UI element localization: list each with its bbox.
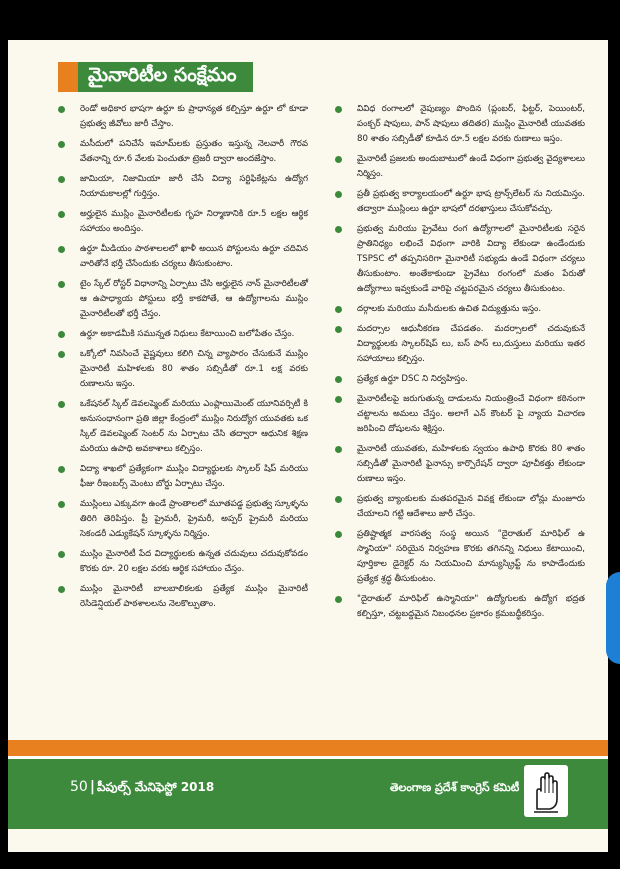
list-item <box>333 302 585 317</box>
footer-separator: | <box>89 779 95 795</box>
bullet-icon <box>58 141 65 148</box>
list-item <box>333 442 585 487</box>
list-item <box>56 462 308 492</box>
bullet-icon <box>58 551 65 558</box>
bullet-icon <box>335 446 342 453</box>
list-item-text: ప్రభుత్వ మరియు ప్రైవేటు రంగ ఉద్యోగాలలో మైనారిటీలకు సరైన ప్రాతినిధ్యం లభించే విధంగా వారికి విద్యా లేకుండా ఉండేందుకు TSPSC లో తప్పనిసరిగా మైనారిటీ సభ్యుడు ఉండే విధంగా చర్యలు తీసుకుంటాం. అంతేకాకుండా ప్రైవేటు రంగంలో మతం పేరుతో ఉద్యోగాలు ఇవ్వకుండే వారిపై చట్టపరమైన చర్యలు తీసుకుంటం. <box>357 224 585 294</box>
list-item-text: టైం స్కేల్ రోస్టర్ విధానాన్ని ఏర్పాటు చేసి అర్హులైన నాన్ మైనారిటీలతో ఆ ఉపాధ్యాయ పోస్టులు భర్తీ కాకపోతే, ఆ ఉద్యోగాలను ముస్లిం మైనారిటీలతో భర్తీ చేస్తం. <box>80 279 308 319</box>
footer-page-label <box>70 779 214 797</box>
bullet-icon <box>335 226 342 233</box>
footer-bar <box>8 759 608 829</box>
committee-name: తెలంగాణ ప్రదేశ్ కాంగ్రెస్ కమిటీ <box>390 781 520 794</box>
bullet-icon <box>58 501 65 508</box>
manifesto-page <box>8 40 608 852</box>
section-title <box>58 62 253 92</box>
page-number: 50 <box>70 779 88 795</box>
list-item-text: మసీదులో పనిచేసే ఇమామ్‌లకు ప్రస్తుతం ఇస్తున్న నెలవారీ గౌరవ వేతనాన్ని రూ.6 వేలకు పెంచుతూ ట్రెజరీ ద్వారా అందజేస్తాం. <box>80 139 308 164</box>
bullet-icon <box>58 281 65 288</box>
bullet-icon <box>335 326 342 333</box>
list-item <box>333 187 585 217</box>
list-item-text: వివిధ రంగాలలో నైపుణ్యం పొందిన (ప్లంబర్, ఫిట్టర్, పెయింటర్, పంక్చర్ షాపులు, పాన్ షాపులు తదితర) ముస్లిం మైనారిటీ యువతకు 80 శాతం సబ్సిడీతో కూడిన రూ.5 లక్షల వరకు రుణాలు ఇస్తం. <box>357 104 585 144</box>
list-item-text: మదర్సాల ఆధునీకరణ చేపడతం. మదర్సాలలో చదువుకునే విద్యార్థులకు స్కాలర్‌షిప్ లు, బస్ పాస్ లు,దుస్తులు మరియు ఇతర సహాయాలు కల్పిస్తం. <box>357 324 585 364</box>
manifesto-name: పీపుల్స్ మేనిఫెస్టో 2018 <box>96 780 215 794</box>
list-item <box>333 372 585 387</box>
list-item <box>56 207 308 237</box>
list-item <box>56 497 308 542</box>
list-item <box>56 242 308 272</box>
list-item <box>56 172 308 202</box>
bullet-icon <box>58 176 65 183</box>
list-item-text: ప్రతిష్టాత్మక వారసత్వ సంస్థ అయిన "దైరాతుల్ మారిఫిల్ ఉ స్మానియా" సరియైన నిర్వహణ కొరకు తగినన్ని నిధులు కేటాయించి, పూర్తికాల డైరెక్టర్ ను నియమించి మాన్యుస్క్రిప్ట్ ను కాపాడేందుకు ప్రత్యేక శ్రద్ధ తీసుకుంటం. <box>357 529 585 584</box>
bullet-icon <box>58 246 65 253</box>
list-item <box>333 222 585 297</box>
list-item <box>333 392 585 437</box>
title-banner <box>78 62 253 92</box>
list-item-text: జామియా, నిజామియా జారీ చేసే విద్యా సర్టిఫికేట్లను ఉద్యోగ నియామకాలల్లో గుర్తిస్తం. <box>80 174 308 199</box>
bullet-icon <box>58 106 65 113</box>
right-column <box>333 102 585 627</box>
title-accent <box>58 62 78 92</box>
bullet-icon <box>58 401 65 408</box>
list-item <box>56 347 308 392</box>
footer-orange-stripe <box>8 740 608 756</box>
list-item-text: ఉర్దూ మీడియం పాఠశాలలలో ఖాళీ అయిన పోస్టులను ఉర్దూ చదివిన వారితోనే భర్తీ చేసేందుకు చర్యలు తీసుకుంటాం. <box>80 244 308 269</box>
bullet-icon <box>335 496 342 503</box>
list-item-text: మైనారిటీ యువతకు, మహిళలకు స్వయం ఉపాధి కొరకు 80 శాతం సబ్సిడీతో మైనారిటీ ఫైనాన్సు కార్పొరేషన్ ద్వారా పూచీకత్తు లేకుండా రుణాలు ఇస్తం. <box>357 444 585 484</box>
list-item-text: ముస్లింలు ఎక్కువగా ఉండే ప్రాంతాలలో మూతపడ్డ ప్రభుత్వ స్కూళ్ళను తిరిగి తెరిపిస్తం. ప్రీ ప్రైమరీ, ప్రైమరీ, అప్పర్ ప్రైమరీ మరియు సెకండరీ ఎడ్యుకేషన్ స్కూళ్ళను నిర్మిస్తం. <box>80 499 308 539</box>
list-item <box>56 397 308 457</box>
list-item-text: మైనారిటీ ప్రజలకు అందుబాటులో ఉండే విధంగా ప్రభుత్వ వైద్యశాలలు నిర్మిస్తం. <box>357 154 585 179</box>
list-item-text: ప్రభుత్వ బ్యాంకులకు మతపరమైన వివక్ష లేకుండా లోన్లు మంజూరు చేయాలని గట్టి ఆదేశాలు జారీ చేస్తం. <box>357 494 585 519</box>
list-item-text: దర్గాలకు మరియు మసీదులకు ఉచిత విద్యుత్తును ఇస్తం. <box>357 304 542 314</box>
page-title: మైనారిటీల సంక్షేమం <box>88 63 237 86</box>
bullet-icon <box>58 211 65 218</box>
bullet-icon <box>335 156 342 163</box>
list-item-text: "దైరాతుల్ మారిఫిల్ ఉస్మానియా" ఉద్యోగులకు ఉద్యోగ భద్రత కల్పిస్తూ, చట్టబద్దమైన నిబంధనల ప్రకారం క్రమబద్ధీకరిస్తం. <box>357 594 585 619</box>
bullet-icon <box>335 306 342 313</box>
bullet-icon <box>58 351 65 358</box>
bullet-icon <box>335 596 342 603</box>
bullet-icon <box>58 586 65 593</box>
bullet-icon <box>58 331 65 338</box>
list-item-text: ఒకేషనల్ స్కిల్ డెవలప్మెంట్ మరియు ఎంప్లాయిమెంట్ యూనివర్సిటీ కి అనుసంధానంగా ప్రతి జిల్లా కేంద్రంలో ముస్లిం నిరుద్యోగ యువతకు ఒక స్కిల్ డెవలప్మెంట్ సెంటర్ ను ఏర్పాటు చేసి తద్వారా ఆధునిక శిక్షణ మరియు ఉపాధి అవకాశాలు కల్పిస్తం. <box>80 399 308 454</box>
list-item <box>56 137 308 167</box>
list-item-text: ప్రతీ ప్రభుత్వ కార్యాలయంలో ఉర్దూ భాష ట్రాన్స్‌లేటర్ ను నియమిస్తం. తద్వారా ముస్లింలు ఉర్దూ భాషలో దరఖాస్తులు చేసుకోవచ్చు. <box>357 189 585 214</box>
list-item-text: ముస్లిం మైనారిటీ బాలబాలికలకు ప్రత్యేక ముస్లిం మైనారిటీ రెసిడెన్షియల్ పాఠశాలలను నెలకొల్పుతాం. <box>80 584 308 609</box>
bullet-icon <box>58 466 65 473</box>
list-item <box>56 277 308 322</box>
list-item <box>56 582 308 612</box>
list-item-text: మైనారిటీలపై జరుగుతున్న దాడులను నియంత్రించే విధంగా కఠినంగా చట్టాలను అమలు చేస్తం. అలాగే ఎన్ కౌంటర్ పై న్యాయ విచారణ జరిపించి దోషులను శిక్షిస్తం. <box>357 394 585 434</box>
list-item <box>333 592 585 622</box>
list-item-text: విద్యా శాఖలో ప్రత్యేకంగా ముస్లిం విద్యార్థులకు స్కాలర్ షిప్ మరియు ఫీజు రీఇంబర్స్ మెంటు బోర్డు ఏర్పాటు చేస్తం. <box>80 464 308 489</box>
left-column <box>56 102 308 617</box>
list-item-text: అర్హులైన ముస్లిం మైనారిటీలకు గృహ నిర్మాణానికి రూ.5 లక్షల ఆర్థిక సహాయం అందిస్తం. <box>80 209 308 234</box>
list-item <box>333 527 585 587</box>
list-item <box>56 102 308 132</box>
bullet-icon <box>335 191 342 198</box>
list-item <box>333 152 585 182</box>
bullet-icon <box>335 106 342 113</box>
bullet-icon <box>335 531 342 538</box>
list-item <box>56 327 308 342</box>
list-item-text: ఒక్కోలో నివసించే వైష్ణవులు కలిగి చిన్న వ్యాపారం చేసుకునే ముస్లిం మైనారిటీ మహిళలకు 80 శాతం సబ్సిడీతో రూ.1 లక్ష వరకు రుణాలను ఇస్తం. <box>80 349 308 389</box>
list-item-text: ఉర్దూ అకాడమీకి సమున్నత నిధులు కేటాయించి బలోపేతం చేస్తం. <box>80 329 295 339</box>
list-item <box>333 492 585 522</box>
hand-logo-icon <box>524 765 568 817</box>
side-tab[interactable] <box>606 572 620 664</box>
list-item <box>56 547 308 577</box>
list-item <box>333 322 585 367</box>
list-item-text: ముస్లిం మైనారిటీ పేద విద్యార్థులకు ఉన్నత చదువులు చదువుకోవడం కొరకు రూ. 20 లక్షల వరకు ఆర్థిక సహాయం చేస్తం. <box>80 549 308 574</box>
list-item-text: ప్రత్యేక ఉర్దూ DSC ని నిర్వహిస్తం. <box>357 374 468 384</box>
list-item-text: రెండో అధికార భాషగా ఉర్దూ కు ప్రాధాన్యత కల్పిస్తూ ఉర్దూ లో కూడా ప్రభుత్వ జీవోలు జారీ చేస్తాం. <box>80 104 308 129</box>
list-item <box>333 102 585 147</box>
bullet-icon <box>335 376 342 383</box>
bullet-icon <box>335 396 342 403</box>
